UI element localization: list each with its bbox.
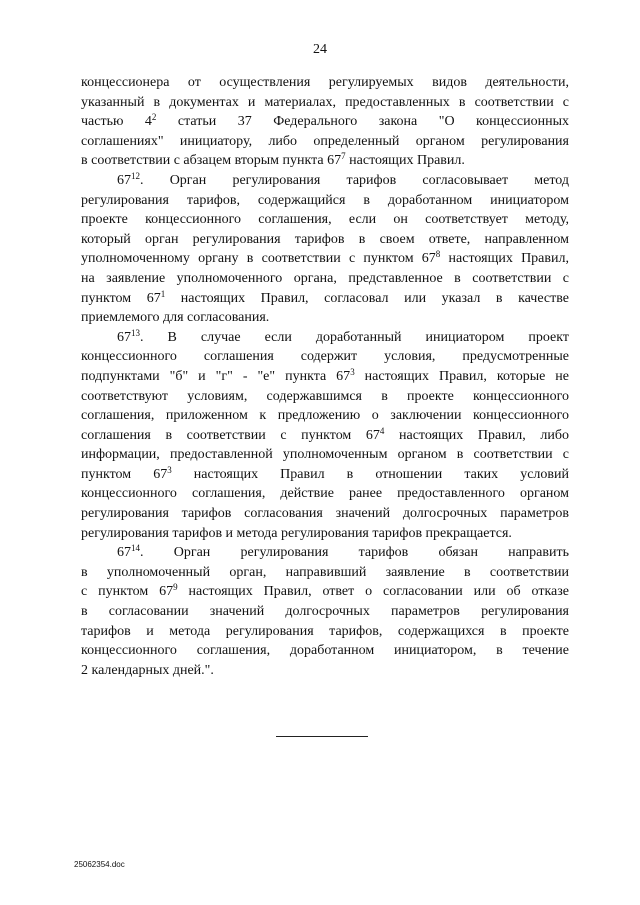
text-span: пунктом 67: [81, 466, 168, 482]
page-number: 24: [313, 42, 327, 57]
text-line: [81, 308, 569, 328]
text-line: [81, 191, 569, 211]
text-span: 67: [117, 545, 131, 561]
text-line: [81, 465, 569, 485]
text-line: [81, 347, 569, 367]
text-line: [81, 249, 569, 269]
text-line: [81, 210, 569, 230]
text-span: соглашения в соответствии с пунктом 67: [81, 427, 380, 443]
text-line: [81, 269, 569, 289]
text-span: пунктом 67: [81, 290, 161, 306]
text-line: [81, 289, 569, 309]
text-line: [81, 543, 569, 563]
text-span: . Орган регулирования тарифов обязан направить: [140, 545, 569, 561]
superscript: 12: [131, 170, 140, 181]
superscript: 8: [435, 249, 441, 260]
text-line: [81, 387, 569, 407]
text-line: [81, 622, 569, 642]
text-line: [81, 93, 569, 113]
text-span: с пунктом 67: [81, 584, 174, 600]
text-line: [81, 484, 569, 504]
text-line: [81, 504, 569, 524]
text-span: частью 4: [81, 114, 152, 130]
text-line: [81, 641, 569, 661]
text-span: в соответствии с абзацем вторым пункта 67: [81, 153, 342, 169]
text-span: проекте концессионного соглашения, если он соответствует методу,: [81, 212, 569, 228]
text-span: указанный в документах и материалах, предоставленных в соответствии с: [81, 94, 569, 110]
text-span: соглашениях" инициатору, либо определенный органом регулирования: [81, 133, 569, 149]
text-span: концессионного соглашения, действие ранее предоставленного органом: [81, 486, 569, 502]
superscript: 2: [151, 112, 157, 123]
text-span: регулирования тарифов согласования значений долгосрочных параметров: [81, 506, 569, 522]
text-line: [81, 73, 569, 93]
text-span: . В случае если доработанный инициатором проект: [140, 329, 569, 345]
text-span: информации, предоставленной уполномоченным органом в соответствии с: [81, 447, 569, 463]
text-span: соглашения, приложенном к предложению о заключении концессионного: [81, 408, 569, 424]
footer-filename: 25062354.doc: [74, 860, 125, 869]
superscript: 13: [131, 327, 140, 338]
text-span: статьи 37 Федерального закона "О концессионных: [156, 114, 569, 130]
text-line: [81, 426, 569, 446]
end-divider: [276, 736, 368, 737]
text-line: [81, 112, 569, 132]
text-line: [81, 602, 569, 622]
document-body: [81, 73, 569, 680]
text-span: соответствуют условиям, содержавшимся в проекте концессионного: [81, 388, 569, 404]
superscript: 3: [167, 464, 172, 475]
text-span: в согласовании значений долгосрочных параметров регулирования: [81, 604, 569, 620]
text-span: который орган регулирования тарифов в своем ответе, направленном: [81, 231, 569, 247]
text-span: приемлемого для согласования.: [81, 310, 270, 326]
text-span: 67: [117, 329, 131, 345]
superscript: 7: [341, 151, 346, 162]
text-span: настоящих Правил.: [345, 153, 465, 169]
text-span: настоящих Правил, согласовал или указал в качестве: [165, 290, 569, 306]
superscript: 1: [160, 288, 166, 299]
text-span: тарифов и метода регулирования тарифов, содержащихся в проекте: [81, 623, 569, 639]
text-span: концессионного соглашения содержит условия, предусмотренные: [81, 349, 569, 365]
text-line: [81, 661, 569, 681]
text-span: настоящих Правил в отношении таких условий: [171, 466, 569, 482]
text-line: [81, 524, 569, 544]
text-line: [81, 132, 569, 152]
text-line: [81, 582, 569, 602]
text-span: подпунктами "б" и "г" - "е" пункта 67: [81, 368, 351, 384]
text-span: на заявление уполномоченного органа, представленное в соответствии с: [81, 270, 569, 286]
text-span: регулирования тарифов и метода регулирования тарифов прекращается.: [81, 525, 512, 541]
text-line: [81, 563, 569, 583]
text-span: настоящих Правил,: [440, 251, 569, 267]
text-span: 2 календарных дней.".: [81, 662, 214, 678]
text-line: [81, 367, 569, 387]
superscript: 3: [350, 366, 355, 377]
text-line: [81, 406, 569, 426]
text-span: настоящих Правил, которые не: [354, 368, 569, 384]
text-line: [81, 230, 569, 250]
text-line: [81, 445, 569, 465]
text-line: [81, 171, 569, 191]
text-span: уполномоченному органу в соответствии с пунктом 67: [81, 251, 436, 267]
text-span: концессионного соглашения, доработанном инициатором, в течение: [81, 643, 569, 659]
superscript: 4: [379, 425, 385, 436]
text-line: [81, 328, 569, 348]
text-span: настоящих Правил, либо: [384, 427, 569, 443]
superscript: 9: [173, 582, 178, 593]
text-span: концессионера от осуществления регулируемых видов деятельности,: [81, 75, 569, 90]
text-span: . Орган регулирования тарифов согласовывает метод: [140, 172, 569, 188]
text-span: настоящих Правил, ответ о согласовании или об отказе: [177, 584, 570, 600]
superscript: 14: [131, 543, 140, 554]
text-span: 67: [117, 172, 131, 188]
text-line: [81, 151, 569, 171]
text-span: в уполномоченный орган, направивший заявление в соответствии: [81, 564, 569, 580]
text-span: регулирования тарифов, содержащийся в доработанном инициатором: [81, 192, 569, 208]
